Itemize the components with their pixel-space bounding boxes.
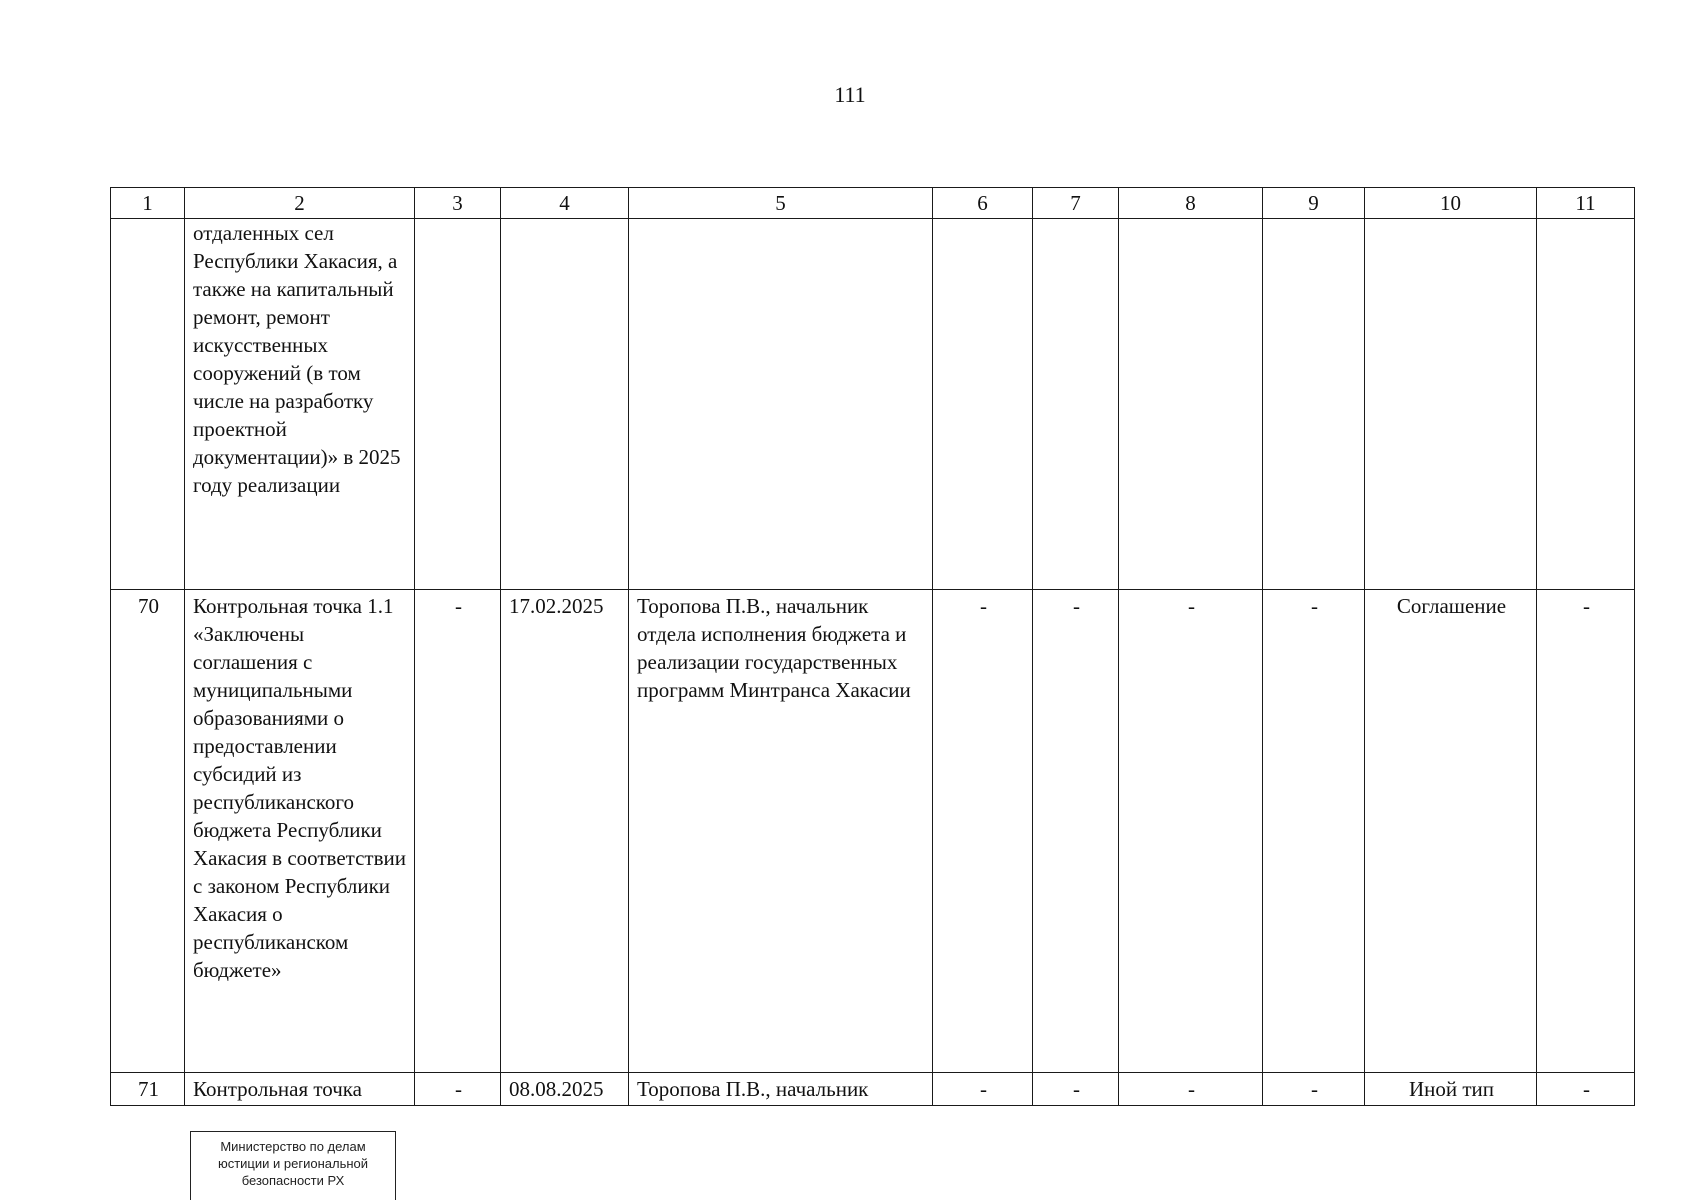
col-header-10: 10: [1365, 188, 1537, 219]
cell-col3: -: [415, 1073, 501, 1106]
cell-empty: [1365, 219, 1537, 590]
cell-col8: -: [1119, 1073, 1263, 1106]
cell-col11: -: [1537, 590, 1635, 1073]
ministry-stamp: [190, 1131, 396, 1200]
cell-row-number: 70: [111, 590, 185, 1073]
cell-col6: -: [933, 1073, 1033, 1106]
cell-empty: [501, 219, 629, 590]
cell-col11: -: [1537, 1073, 1635, 1106]
column-number-header-row: [111, 188, 1635, 219]
cell-name: Контрольная точка: [185, 1073, 415, 1106]
col-header-3: 3: [415, 188, 501, 219]
table-row-continuation: [111, 219, 1635, 590]
cell-document-type: Иной тип: [1365, 1073, 1537, 1106]
cell-document-type: Соглашение: [1365, 590, 1537, 1073]
cell-col3: -: [415, 590, 501, 1073]
cell-col9: -: [1263, 590, 1365, 1073]
cell-responsible: Торопова П.В., начальник: [629, 1073, 933, 1106]
table-row: [111, 590, 1635, 1073]
cell-empty: [1537, 219, 1635, 590]
cell-name-continuation: отдаленных сел Республики Хакасия, а также на капитальный ремонт, ремонт искусственных сооружений (в том числе на разработку проектной документации)» в 2025 году реализации: [185, 219, 415, 590]
cell-col9: -: [1263, 1073, 1365, 1106]
cell-empty: [1263, 219, 1365, 590]
col-header-11: 11: [1537, 188, 1635, 219]
cell-empty: [933, 219, 1033, 590]
cell-col7: -: [1033, 1073, 1119, 1106]
col-header-5: 5: [629, 188, 933, 219]
col-header-4: 4: [501, 188, 629, 219]
table-row: [111, 1073, 1635, 1106]
control-points-table: [110, 187, 1635, 1106]
stamp-line-3: безопасности РХ: [241, 1173, 345, 1188]
cell-date: 08.08.2025: [501, 1073, 629, 1106]
cell-name: Контрольная точка 1.1 «Заключены соглашения с муниципальными образованиями о предоставлении субсидий из республиканского бюджета Республики Хакасия в соответствии с законом Республики Хакасия о республиканском бюджете»: [185, 590, 415, 1073]
col-header-7: 7: [1033, 188, 1119, 219]
col-header-9: 9: [1263, 188, 1365, 219]
stamp-line-1: Министерство по делам: [220, 1139, 366, 1154]
cell-empty: [1033, 219, 1119, 590]
cell-empty: [415, 219, 501, 590]
cell-row-number: 71: [111, 1073, 185, 1106]
page-number: 111: [834, 82, 866, 107]
col-header-6: 6: [933, 188, 1033, 219]
cell-col6: -: [933, 590, 1033, 1073]
col-header-8: 8: [1119, 188, 1263, 219]
cell-empty: [629, 219, 933, 590]
stamp-line-2: юстиции и региональной: [217, 1156, 369, 1171]
cell-col8: -: [1119, 590, 1263, 1073]
cell-date: 17.02.2025: [501, 590, 629, 1073]
col-header-2: 2: [185, 188, 415, 219]
cell-empty: [1119, 219, 1263, 590]
col-header-1: 1: [111, 188, 185, 219]
cell-responsible: Торопова П.В., начальник отдела исполнения бюджета и реализации государственных программ Минтранса Хакасии: [629, 590, 933, 1073]
cell-col7: -: [1033, 590, 1119, 1073]
cell-empty: [111, 219, 185, 590]
